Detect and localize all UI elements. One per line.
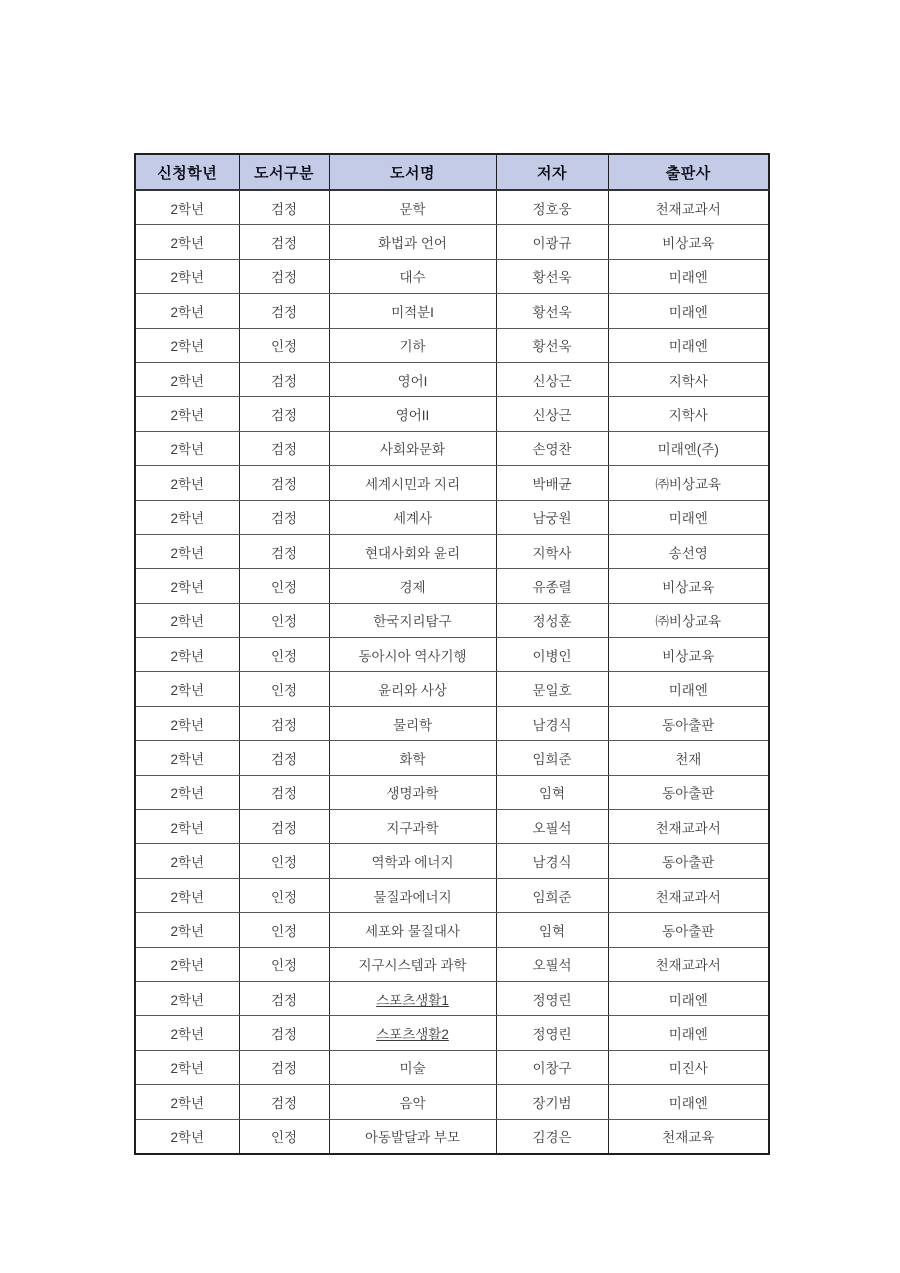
cell-publisher: 비상교육 bbox=[608, 225, 769, 259]
table-row bbox=[135, 190, 769, 225]
header-category: 도서구분 bbox=[239, 154, 329, 190]
table-row bbox=[135, 1016, 769, 1050]
cell-category: 검정 bbox=[239, 397, 329, 431]
cell-author: 남경식 bbox=[496, 844, 608, 878]
cell-category: 인정 bbox=[239, 913, 329, 947]
cell-author: 남궁원 bbox=[496, 500, 608, 534]
cell-author: 임희준 bbox=[496, 878, 608, 912]
cell-title: 사회와문화 bbox=[329, 431, 496, 465]
cell-grade: 2학년 bbox=[135, 1085, 239, 1119]
cell-title: 화학 bbox=[329, 741, 496, 775]
cell-category: 인정 bbox=[239, 328, 329, 362]
cell-author: 유종렬 bbox=[496, 569, 608, 603]
cell-publisher: 천재교과서 bbox=[608, 878, 769, 912]
header-title: 도서명 bbox=[329, 154, 496, 190]
table-row bbox=[135, 534, 769, 568]
cell-publisher: 천재교과서 bbox=[608, 190, 769, 225]
cell-publisher: 미래엔(주) bbox=[608, 431, 769, 465]
cell-publisher: 동아출판 bbox=[608, 706, 769, 740]
cell-category: 검정 bbox=[239, 810, 329, 844]
cell-title: 역학과 에너지 bbox=[329, 844, 496, 878]
cell-grade: 2학년 bbox=[135, 913, 239, 947]
cell-publisher: 동아출판 bbox=[608, 913, 769, 947]
cell-title: 아동발달과 부모 bbox=[329, 1119, 496, 1154]
cell-title: 물질과에너지 bbox=[329, 878, 496, 912]
cell-grade: 2학년 bbox=[135, 741, 239, 775]
cell-publisher: ㈜비상교육 bbox=[608, 603, 769, 637]
cell-grade: 2학년 bbox=[135, 500, 239, 534]
cell-publisher: 미래엔 bbox=[608, 500, 769, 534]
cell-publisher: 천재교과서 bbox=[608, 947, 769, 981]
cell-title: 스포츠생활1 bbox=[329, 981, 496, 1015]
cell-category: 인정 bbox=[239, 638, 329, 672]
cell-category: 검정 bbox=[239, 741, 329, 775]
cell-grade: 2학년 bbox=[135, 706, 239, 740]
cell-category: 검정 bbox=[239, 1050, 329, 1084]
cell-author: 정영린 bbox=[496, 1016, 608, 1050]
table-row bbox=[135, 741, 769, 775]
cell-title: 스포츠생활2 bbox=[329, 1016, 496, 1050]
cell-title: 현대사회와 윤리 bbox=[329, 534, 496, 568]
cell-grade: 2학년 bbox=[135, 981, 239, 1015]
cell-author: 황선욱 bbox=[496, 294, 608, 328]
table-row bbox=[135, 294, 769, 328]
table-row bbox=[135, 947, 769, 981]
cell-publisher: 미래엔 bbox=[608, 672, 769, 706]
table-row bbox=[135, 397, 769, 431]
cell-grade: 2학년 bbox=[135, 1050, 239, 1084]
cell-author: 남경식 bbox=[496, 706, 608, 740]
table-row bbox=[135, 362, 769, 396]
cell-author: 오필석 bbox=[496, 947, 608, 981]
cell-category: 검정 bbox=[239, 190, 329, 225]
cell-author: 임혁 bbox=[496, 775, 608, 809]
cell-grade: 2학년 bbox=[135, 569, 239, 603]
cell-grade: 2학년 bbox=[135, 466, 239, 500]
cell-category: 검정 bbox=[239, 294, 329, 328]
cell-title: 대수 bbox=[329, 259, 496, 293]
cell-publisher: 미래엔 bbox=[608, 1016, 769, 1050]
cell-title: 음악 bbox=[329, 1085, 496, 1119]
header-author: 저자 bbox=[496, 154, 608, 190]
cell-author: 임혁 bbox=[496, 913, 608, 947]
cell-category: 인정 bbox=[239, 1119, 329, 1154]
cell-publisher: 동아출판 bbox=[608, 844, 769, 878]
cell-grade: 2학년 bbox=[135, 603, 239, 637]
cell-grade: 2학년 bbox=[135, 672, 239, 706]
cell-author: 이창구 bbox=[496, 1050, 608, 1084]
table-row bbox=[135, 500, 769, 534]
cell-author: 신상근 bbox=[496, 397, 608, 431]
cell-author: 임희준 bbox=[496, 741, 608, 775]
table-row bbox=[135, 466, 769, 500]
cell-category: 검정 bbox=[239, 1085, 329, 1119]
cell-title: 물리학 bbox=[329, 706, 496, 740]
table-row bbox=[135, 569, 769, 603]
table-row bbox=[135, 706, 769, 740]
textbook-list-table bbox=[134, 153, 770, 1155]
cell-title: 지구시스템과 과학 bbox=[329, 947, 496, 981]
cell-author: 정호웅 bbox=[496, 190, 608, 225]
cell-grade: 2학년 bbox=[135, 259, 239, 293]
cell-author: 김경은 bbox=[496, 1119, 608, 1154]
table-row bbox=[135, 638, 769, 672]
cell-author: 정영린 bbox=[496, 981, 608, 1015]
cell-title: 미적분I bbox=[329, 294, 496, 328]
cell-title: 영어I bbox=[329, 362, 496, 396]
cell-author: 황선욱 bbox=[496, 259, 608, 293]
table-row bbox=[135, 1050, 769, 1084]
table-row bbox=[135, 981, 769, 1015]
table-row bbox=[135, 603, 769, 637]
cell-publisher: 천재교육 bbox=[608, 1119, 769, 1154]
cell-title: 화법과 언어 bbox=[329, 225, 496, 259]
cell-author: 박배균 bbox=[496, 466, 608, 500]
cell-title: 세계시민과 지리 bbox=[329, 466, 496, 500]
cell-grade: 2학년 bbox=[135, 810, 239, 844]
cell-category: 검정 bbox=[239, 431, 329, 465]
cell-title: 세계사 bbox=[329, 500, 496, 534]
cell-category: 인정 bbox=[239, 672, 329, 706]
cell-category: 검정 bbox=[239, 500, 329, 534]
table-row bbox=[135, 225, 769, 259]
cell-grade: 2학년 bbox=[135, 844, 239, 878]
cell-author: 황선욱 bbox=[496, 328, 608, 362]
cell-grade: 2학년 bbox=[135, 225, 239, 259]
cell-category: 검정 bbox=[239, 981, 329, 1015]
cell-author: 장기범 bbox=[496, 1085, 608, 1119]
cell-publisher: 지학사 bbox=[608, 362, 769, 396]
cell-grade: 2학년 bbox=[135, 775, 239, 809]
cell-category: 검정 bbox=[239, 775, 329, 809]
cell-title: 경제 bbox=[329, 569, 496, 603]
cell-grade: 2학년 bbox=[135, 1119, 239, 1154]
cell-author: 오필석 bbox=[496, 810, 608, 844]
cell-category: 인정 bbox=[239, 878, 329, 912]
cell-category: 검정 bbox=[239, 259, 329, 293]
cell-author: 이병인 bbox=[496, 638, 608, 672]
cell-grade: 2학년 bbox=[135, 294, 239, 328]
table-row bbox=[135, 328, 769, 362]
cell-title: 문학 bbox=[329, 190, 496, 225]
cell-publisher: 미래엔 bbox=[608, 1085, 769, 1119]
table-row bbox=[135, 878, 769, 912]
cell-category: 검정 bbox=[239, 466, 329, 500]
cell-grade: 2학년 bbox=[135, 638, 239, 672]
cell-publisher: 미래엔 bbox=[608, 981, 769, 1015]
cell-author: 지학사 bbox=[496, 534, 608, 568]
cell-publisher: 천재 bbox=[608, 741, 769, 775]
cell-title: 미술 bbox=[329, 1050, 496, 1084]
cell-publisher: ㈜비상교육 bbox=[608, 466, 769, 500]
cell-category: 인정 bbox=[239, 947, 329, 981]
cell-author: 문일호 bbox=[496, 672, 608, 706]
cell-author: 이광규 bbox=[496, 225, 608, 259]
header-publisher: 출판사 bbox=[608, 154, 769, 190]
cell-category: 검정 bbox=[239, 706, 329, 740]
cell-category: 검정 bbox=[239, 1016, 329, 1050]
cell-grade: 2학년 bbox=[135, 362, 239, 396]
cell-publisher: 지학사 bbox=[608, 397, 769, 431]
cell-grade: 2학년 bbox=[135, 1016, 239, 1050]
cell-title: 지구과학 bbox=[329, 810, 496, 844]
cell-author: 정성훈 bbox=[496, 603, 608, 637]
cell-grade: 2학년 bbox=[135, 190, 239, 225]
cell-publisher: 비상교육 bbox=[608, 569, 769, 603]
cell-title: 영어II bbox=[329, 397, 496, 431]
cell-category: 검정 bbox=[239, 362, 329, 396]
table-row bbox=[135, 913, 769, 947]
cell-grade: 2학년 bbox=[135, 328, 239, 362]
table-row bbox=[135, 259, 769, 293]
cell-publisher: 천재교과서 bbox=[608, 810, 769, 844]
table-header-row bbox=[135, 154, 769, 190]
cell-title: 기하 bbox=[329, 328, 496, 362]
cell-publisher: 미진사 bbox=[608, 1050, 769, 1084]
cell-grade: 2학년 bbox=[135, 878, 239, 912]
cell-title: 한국지리탐구 bbox=[329, 603, 496, 637]
header-grade: 신청학년 bbox=[135, 154, 239, 190]
cell-title: 동아시아 역사기행 bbox=[329, 638, 496, 672]
cell-category: 인정 bbox=[239, 844, 329, 878]
cell-title: 윤리와 사상 bbox=[329, 672, 496, 706]
cell-publisher: 비상교육 bbox=[608, 638, 769, 672]
cell-publisher: 미래엔 bbox=[608, 259, 769, 293]
cell-category: 검정 bbox=[239, 534, 329, 568]
cell-category: 인정 bbox=[239, 569, 329, 603]
cell-publisher: 송선영 bbox=[608, 534, 769, 568]
table-row bbox=[135, 672, 769, 706]
table-row bbox=[135, 1085, 769, 1119]
cell-grade: 2학년 bbox=[135, 534, 239, 568]
cell-author: 손영찬 bbox=[496, 431, 608, 465]
table-row bbox=[135, 810, 769, 844]
cell-category: 인정 bbox=[239, 603, 329, 637]
table-row bbox=[135, 775, 769, 809]
table-row bbox=[135, 1119, 769, 1154]
table-row bbox=[135, 431, 769, 465]
cell-category: 검정 bbox=[239, 225, 329, 259]
table-row bbox=[135, 844, 769, 878]
cell-publisher: 미래엔 bbox=[608, 328, 769, 362]
cell-author: 신상근 bbox=[496, 362, 608, 396]
cell-publisher: 동아출판 bbox=[608, 775, 769, 809]
cell-grade: 2학년 bbox=[135, 431, 239, 465]
cell-grade: 2학년 bbox=[135, 397, 239, 431]
cell-grade: 2학년 bbox=[135, 947, 239, 981]
book-table-body bbox=[135, 190, 769, 1154]
cell-title: 생명과학 bbox=[329, 775, 496, 809]
cell-publisher: 미래엔 bbox=[608, 294, 769, 328]
cell-title: 세포와 물질대사 bbox=[329, 913, 496, 947]
